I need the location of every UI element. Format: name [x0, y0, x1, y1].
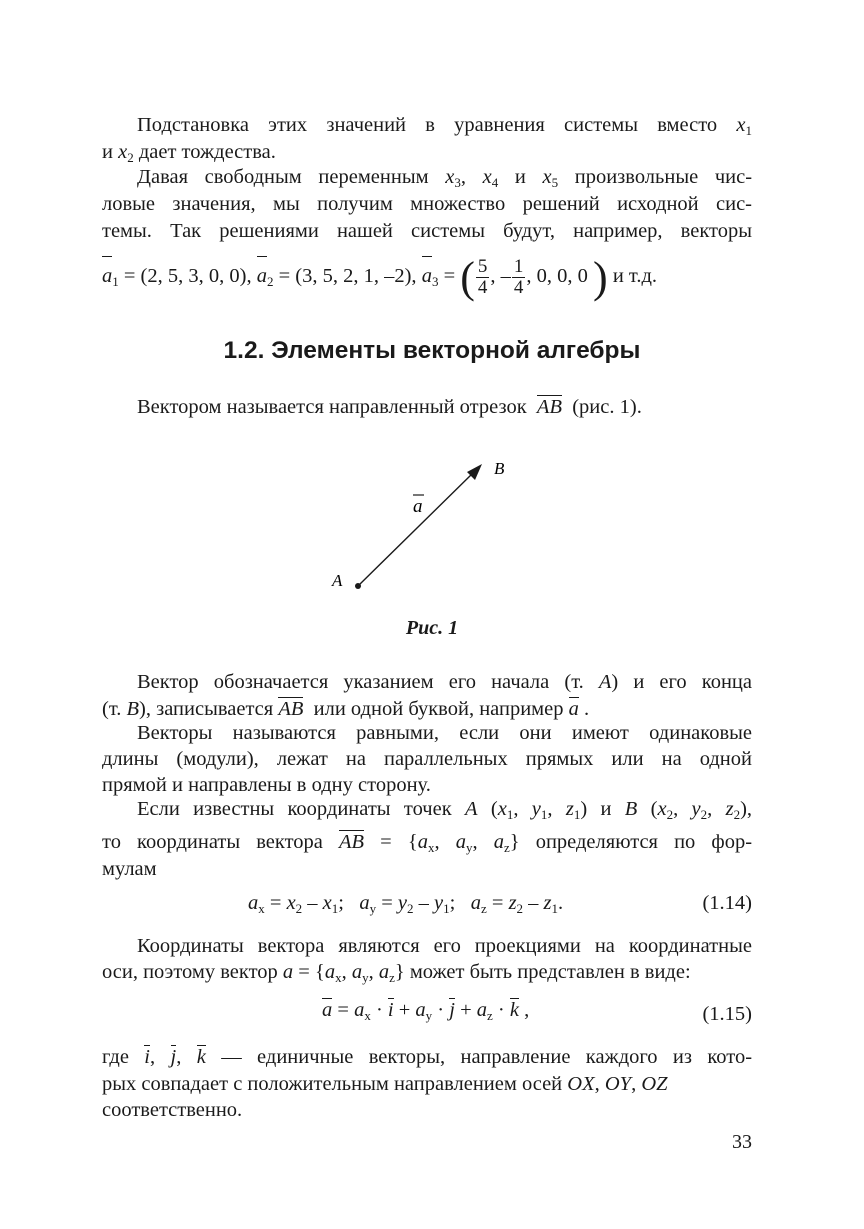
fraction-1-4: $\frac{1}{4}$ [513, 255, 524, 298]
point-b-label: B [494, 459, 505, 478]
p2-line3: темы. Так решениями нашей системы будут, например, векторы [102, 220, 752, 242]
p8-line2: рых совпадает с положительным направлением осей OX, OY, OZ [102, 1073, 668, 1095]
p6-line3: мулам [102, 858, 157, 880]
p4-line1: Вектор обозначается указанием его начала (т. A) и его конца [137, 671, 753, 693]
equation-1-15-number: (1.15) [702, 1003, 752, 1025]
p2-line2: ловые значения, мы получим множество решений исходной сис- [102, 193, 752, 215]
p6-line2: то координаты вектора AB = {$a_x$, $a_y$, $a_z$} определяются по фор- [102, 828, 752, 856]
vector-a-label: a [413, 496, 423, 517]
p4-line2: (т. B), записывается AB или одной буквой, например a . [102, 695, 752, 723]
p8-line1: где i, j, k — единичные векторы, направление каждого из кото- [102, 1043, 752, 1071]
equation-1-14: $a_x = x_2 - x_1$; $a_y = y_2 - y_1$; $a_z = z_2 - z_1$. [248, 892, 564, 916]
section-heading: 1.2. Элементы векторной алгебры [223, 337, 641, 364]
fraction-5-4: $\frac{5}{4}$ [477, 255, 488, 298]
p5-line1: Векторы называются равными, если они имеют одинаковые [137, 722, 752, 744]
point-a-dot [355, 583, 361, 589]
p1-line2: и $x_2$ дает тождества. [102, 141, 276, 165]
page-number: 33 [732, 1131, 752, 1153]
p8-line3: соответственно. [102, 1099, 243, 1121]
p7-line2: оси, поэтому вектор $a = \{a_x$, $a_y$, $a_z$} может быть представлен в виде: [102, 961, 691, 985]
figure-caption: Рис. 1 [405, 617, 459, 639]
p5-line3: прямой и направлены в одну сторону. [102, 774, 431, 796]
p5-line2: длины (модули), лежат на параллельных прямых или на одной [102, 748, 752, 770]
p7-line1: Координаты вектора являются его проекциями на координатные [137, 935, 752, 957]
equation-1-14-number: (1.14) [702, 892, 752, 914]
p2-vectors-line: $a_1 = (2$, 5, 3, 0, 0), $a_2 = (3$, 5, 2, 1, –2), $a_3$ = ( $\frac{5}{4}$ , – $\frac{1}{4}$ , 0, 0, 0 ) и т.д. [102, 253, 658, 302]
p6-line1: Если известны координаты точек A ($x_1$, $y_1$, $z_1$) и B ($x_2$, $y_2$, $z_2$), [137, 798, 753, 822]
point-a-label: A [332, 571, 343, 590]
vector-line [358, 472, 474, 586]
p2-line1: Давая свободным переменным $x_3$, $x_4$ и $x_5$ произвольные чис- [137, 166, 753, 190]
p3-line: Вектором называется направленный отрезок AB (рис. 1). [137, 393, 752, 421]
vector-figure [320, 450, 540, 600]
p1-line1: Подстановка этих значений в уравнения системы вместо $x_1$ [137, 114, 753, 138]
equation-1-15: $a = a_x \cdot i + a_y \cdot j + a_z \cdot k$ , [322, 996, 742, 1024]
